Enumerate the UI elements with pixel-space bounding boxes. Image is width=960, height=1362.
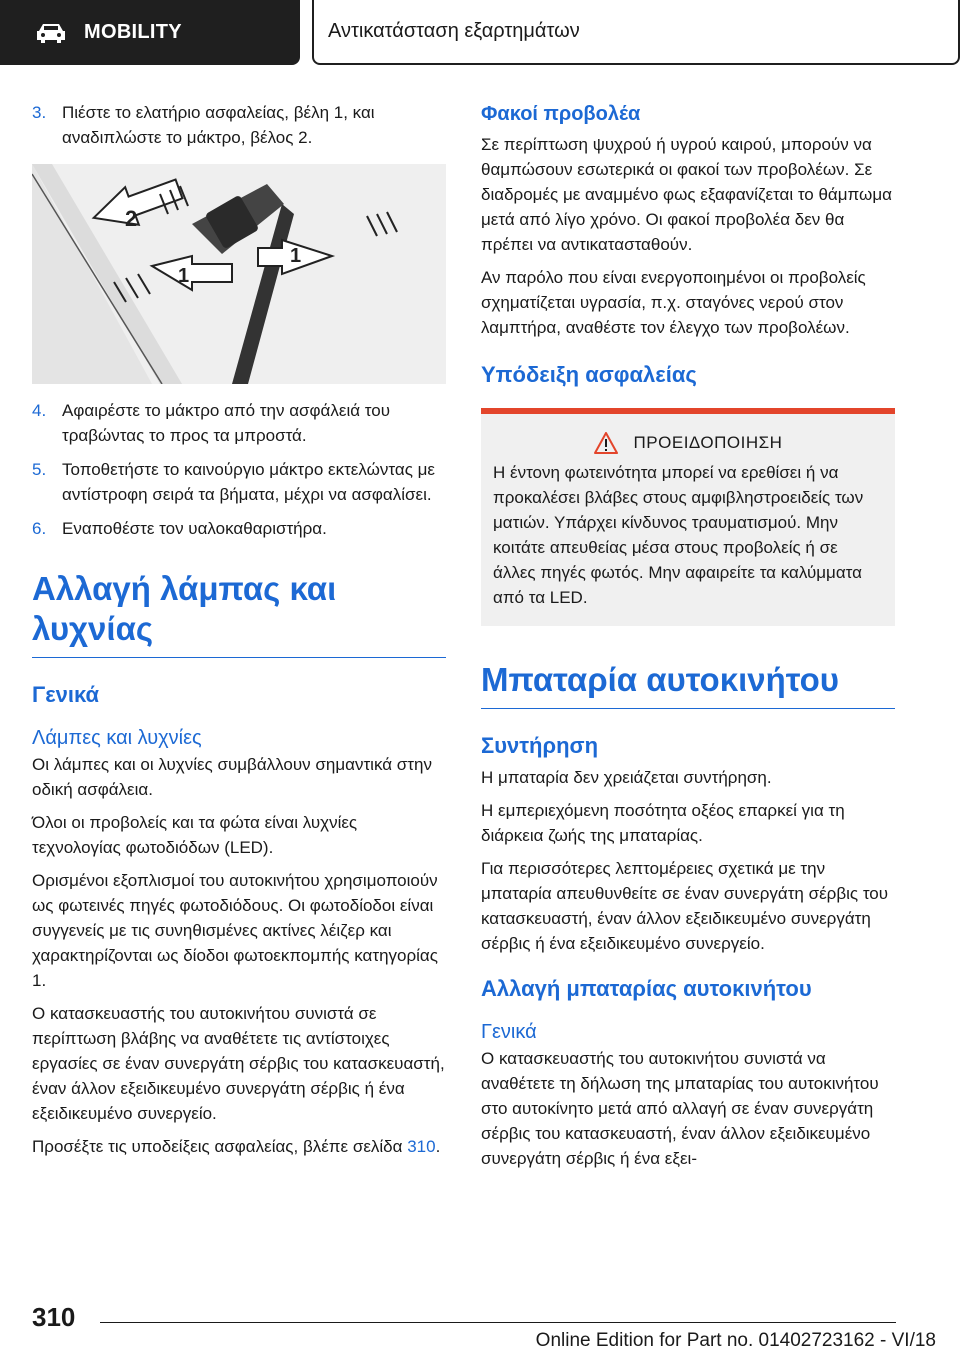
page-ref-link[interactable]: 310	[407, 1137, 436, 1156]
header-section-tab[interactable]	[0, 0, 300, 65]
heading-lamp-change: Αλλαγή λάμπας και λυχνίας	[32, 570, 337, 647]
footer-divider	[100, 1322, 896, 1323]
car-icon	[34, 22, 68, 44]
step-number: 4.	[32, 401, 47, 420]
paragraph: Όλοι οι προβολείς και τα φώτα είναι λυχνίες τεχνολογίας φωτοδιόδων (LED).	[32, 813, 358, 857]
paragraph: Η εμπεριεχόμενη ποσότητα οξέος επαρκεί για τη διάρκεια ζωής της μπαταρίας.	[481, 801, 845, 845]
heading-battery-change: Αλλαγή μπαταρίας αυτοκινήτου	[481, 976, 812, 1001]
paragraph: Ορισμένοι εξοπλισμοί του αυτοκινήτου χρησιμοποιούν ως φωτεινές πηγές φωτοδιόδους. Οι φωτοδίοδοι είναι συγγενείς με τις συνηθισμένες ακτίνες λέιζερ και χαρακτηρίζονται ως δίοδοι φωτοεκπομπής κατηγορίας 1.	[32, 871, 438, 990]
step-text: Πιέστε το ελατήριο ασφαλείας, βέλη 1, και αναδιπλώστε το μάκτρο, βέλος 2.	[62, 103, 375, 147]
figure-label-1b: 1	[178, 265, 190, 287]
warning-title: ΠΡΟΕΙΔΟΠΟΙΗΣΗ	[633, 433, 783, 452]
heading-headlight-lenses: Φακοί προβολέα	[481, 103, 641, 125]
step-item	[32, 100, 446, 150]
ref-text: Προσέξτε τις υποδείξεις ασφαλείας, βλέπε σελίδα	[32, 1137, 403, 1156]
section-heading-lamps	[32, 569, 446, 658]
paragraph: Η μπαταρία δεν χρειάζεται συντήρηση.	[481, 768, 772, 787]
heading-maintenance: Συντήρηση	[481, 733, 599, 758]
section-heading-battery	[481, 660, 895, 709]
warning-triangle-icon	[594, 432, 618, 454]
paragraph: Αν παρόλο που είναι ενεργοποιημένοι οι προβολείς σχηματίζεται υγρασία, π.χ. σταγόνες νερού στον λαμπτήρα, αναθέστε τον έλεγχο των προβολέων.	[481, 268, 866, 337]
page-number: 310	[32, 1302, 76, 1332]
step-text: Τοποθετήστε το καινούργιο μάκτρο εκτελώντας με αντίστροφη σειρά τα βήματα, μέχρι να ασφαλίσει.	[62, 460, 435, 504]
step-number: 3.	[32, 103, 47, 122]
step-item	[32, 398, 446, 448]
chapter-title: Αντικατάσταση εξαρτημάτων	[328, 20, 580, 42]
step-text: Αφαιρέστε το μάκτρο από την ασφάλειά του τραβώντας το προς τα μπροστά.	[62, 401, 390, 445]
section-label: MOBILITY	[84, 21, 182, 43]
wiper-figure-drawing	[32, 164, 446, 384]
heading-general: Γενικά	[481, 1021, 537, 1043]
paragraph-safety-ref	[32, 1134, 446, 1159]
heading-general: Γενικά	[32, 682, 100, 707]
warning-text: Η έντονη φωτεινότητα μπορεί να ερεθίσει ή να προκαλέσει βλάβες στους αμφιβληστροειδείς των ματιών. Υπάρχει κίνδυνος τραυματισμού. Μην κοιτάτε απευθείας μέσα στους προβολείς ή σε άλλες πηγές φωτός. Μην αφαιρείτε τα καλύμματα από τα LED.	[493, 463, 864, 607]
paragraph: Οι λάμπες και οι λυχνίες συμβάλλουν σημαντικά στην οδική ασφάλεια.	[32, 755, 432, 799]
figure-label-2: 2	[125, 206, 138, 231]
paragraph: Ο κατασκευαστής του αυτοκινήτου συνιστά σε περίπτωση βλάβης να αναθέτετε τις αντίστοιχες εργασίες σε έναν συνεργάτη σέρβις του κατασκευαστή, έναν άλλον εξειδικευμένο συνεργάτη σέρβις ή ένα εξειδικευμένο συνεργείο.	[32, 1004, 445, 1123]
heading-vehicle-battery: Μπαταρία αυτοκινήτου	[481, 661, 839, 698]
edition-note: Online Edition for Part no. 01402723162 - VI/18	[535, 1330, 936, 1351]
warning-title-row	[493, 432, 883, 454]
left-column	[32, 100, 446, 1167]
step-text: Εναποθέστε τον υαλοκαθαριστήρα.	[62, 519, 327, 538]
warning-box	[481, 408, 895, 626]
right-column	[481, 100, 895, 1179]
figure-label-1a: 1	[290, 245, 302, 267]
step-number: 5.	[32, 460, 47, 479]
header-chapter-tab[interactable]	[312, 0, 960, 65]
ref-end: .	[435, 1137, 441, 1156]
heading-lamps-leds: Λάμπες και λυχνίες	[32, 727, 202, 749]
step-item	[32, 516, 446, 541]
paragraph: Σε περίπτωση ψυχρού ή υγρού καιρού, μπορούν να θαμπώσουν εσωτερικά οι φακοί των προβολέων. Σε διαδρομές με αναμμένο φως εξαφανίζεται το θάμπωμα μετά από λίγο χρόνο. Οι φακοί προβολέα δεν θα πρέπει να αντικατασταθούν.	[481, 135, 892, 254]
wiper-illustration	[32, 164, 446, 384]
step-item	[32, 457, 446, 507]
heading-safety-note: Υπόδειξη ασφαλείας	[481, 362, 697, 387]
step-number: 6.	[32, 519, 47, 538]
paragraph: Για περισσότερες λεπτομέρειες σχετικά με την μπαταρία απευθυνθείτε σε έναν συνεργάτη σέρβις του κατασκευαστή, έναν άλλον εξειδικευμένο συνεργάτη σέρβις ή ένα εξειδικευμένο συνεργείο.	[481, 859, 889, 953]
paragraph: Ο κατασκευαστής του αυτοκινήτου συνιστά να αναθέτετε τη δήλωση της μπαταρίας του αυτοκινήτου στο αυτοκίνητο μετά από αλλαγή σε έναν συνεργάτη σέρβις του κατασκευαστή, έναν άλλον εξειδικευμένο συνεργάτη σέρβις ή ένα εξει-	[481, 1049, 879, 1168]
page-footer	[0, 1288, 960, 1362]
